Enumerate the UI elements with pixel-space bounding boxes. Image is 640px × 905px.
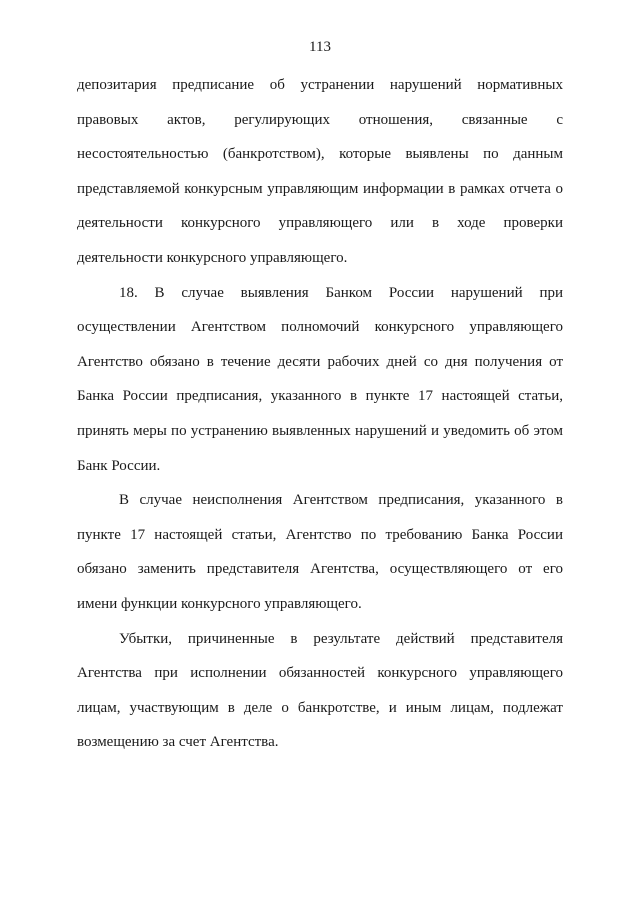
text-line: представляемой конкурсным управляющим информации в рамках отчета о bbox=[77, 180, 563, 197]
text-line: Агентства при исполнении обязанностей конкурсного управляющего bbox=[77, 665, 563, 682]
text-line: Агентство обязано в течение десяти рабочих дней со дня получения от bbox=[77, 353, 563, 370]
paragraph-clause-18 bbox=[77, 276, 563, 484]
text-line: деятельности конкурсного управляющего. bbox=[77, 249, 348, 266]
text-line: принять меры по устранению выявленных нарушений и уведомить об этом bbox=[77, 422, 563, 439]
text-line: правовых актов, регулирующих отношения, связанные с bbox=[77, 111, 563, 128]
text-line: обязано заменить представителя Агентства, осуществляющего от его bbox=[77, 561, 563, 578]
paragraph-non-compliance bbox=[77, 483, 563, 621]
paragraph-depository-instruction bbox=[77, 68, 563, 276]
text-line: Убытки, причиненные в результате действий представителя bbox=[119, 630, 563, 647]
text-line: Банка России предписания, указанного в пункте 17 настоящей статьи, bbox=[77, 388, 563, 405]
text-line: Банк России. bbox=[77, 457, 161, 474]
text-line: 18. В случае выявления Банком России нарушений при bbox=[119, 284, 563, 301]
text-line: депозитария предписание об устранении нарушений нормативных bbox=[77, 77, 563, 93]
text-line: пункте 17 настоящей статьи, Агентство по требованию Банка России bbox=[77, 526, 563, 543]
page-number: 113 bbox=[309, 39, 331, 55]
document-body bbox=[77, 68, 563, 760]
text-line: имени функции конкурсного управляющего. bbox=[77, 595, 362, 612]
text-line: возмещению за счет Агентства. bbox=[77, 734, 279, 751]
text-line: деятельности конкурсного управляющего или в ходе проверки bbox=[77, 215, 563, 232]
text-line: лицам, участвующим в деле о банкротстве, и иным лицам, подлежат bbox=[77, 699, 563, 716]
text-line: В случае неисполнения Агентством предписания, указанного в bbox=[119, 492, 563, 509]
text-line: осуществлении Агентством полномочий конкурсного управляющего bbox=[77, 319, 563, 336]
text-line: несостоятельностью (банкротством), которые выявлены по данным bbox=[77, 146, 563, 163]
paragraph-losses bbox=[77, 622, 563, 760]
